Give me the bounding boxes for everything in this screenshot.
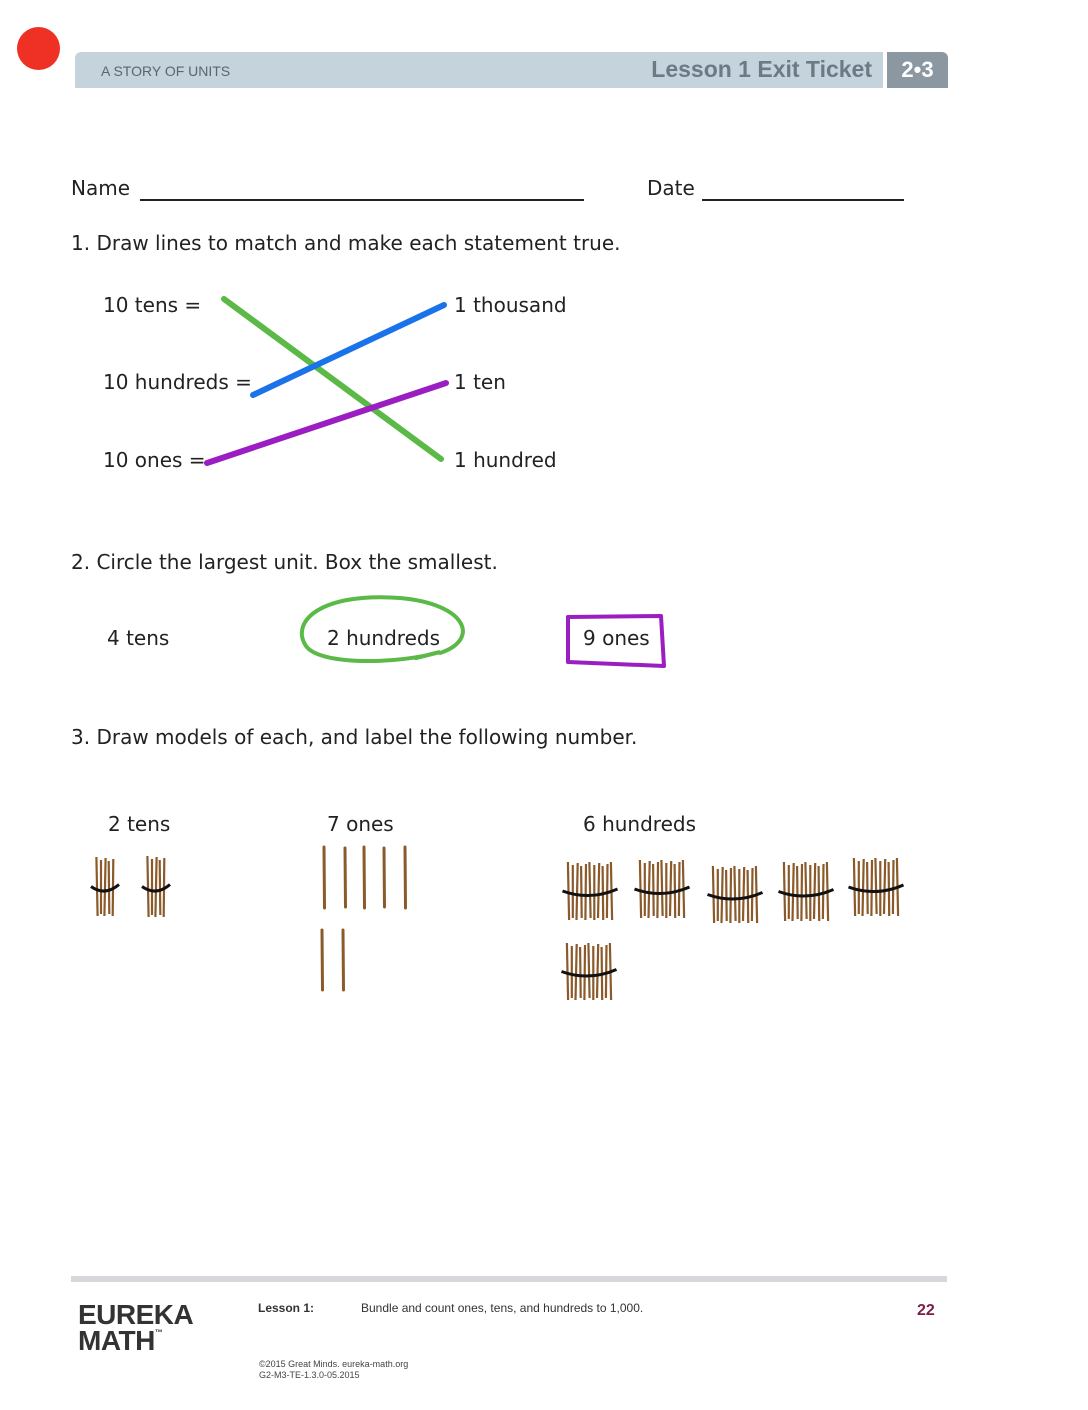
hundreds-bundle-3-stick [734,866,735,921]
hundreds-bundle-6-stick [580,947,581,998]
q1-left-2: 10 hundreds = [103,370,252,394]
q1-right-2: 1 ten [454,370,506,394]
hundreds-bundle-3-stick [722,867,723,923]
footer-rule [71,1276,947,1282]
footer-code: G2-M3-TE-1.3.0-05.2015 [259,1370,360,1380]
q3-label-ones: 7 ones [327,812,394,836]
hundreds-bundle-2-stick [640,860,641,918]
one-stick-1 [324,847,325,908]
hundreds-bundle-2-stick [661,860,662,916]
one-stick-7 [343,930,344,990]
q2-prompt: 2. Circle the largest unit. Box the smallest. [71,550,498,574]
hundreds-bundle-6 [562,943,617,1000]
one-stick-6 [322,930,323,990]
hundreds-bundle-1-stick [581,866,582,918]
logo-line-2: MATH [78,1325,155,1356]
hundreds-bundle-6-stick [606,945,607,998]
hundreds-bundle-6-stick [597,944,598,998]
hundreds-bundle-5-stick [863,859,864,916]
hundreds-bundle-5-stick [893,860,894,914]
hundreds-bundle-6-stick [584,945,585,1000]
hundreds-bundle-3-stick [743,867,744,921]
tens-bundle-2-stick [147,856,148,917]
hundreds-bundle-3 [708,866,763,923]
hundreds-bundle-5 [849,858,904,916]
hundreds-bundle-1-stick [577,863,578,920]
hundreds-bundle-5-stick [884,859,885,914]
hundreds-bundle-1-stick [598,863,599,918]
tens-bundle-2 [142,856,170,917]
q1-left-3: 10 ones = [103,448,206,472]
name-label: Name [71,176,131,200]
footer-copyright: ©2015 Great Minds. eureka-math.org [259,1359,409,1369]
hundreds-bundle-1-stick [585,864,586,920]
one-stick-3 [364,847,365,908]
tens-bundle-1-stick [104,858,105,916]
q1-left-1: 10 tens = [103,293,202,317]
hundreds-bundle-2-stick [653,864,654,916]
hundreds-bundle-3-stick [730,868,731,923]
hundreds-bundle-5-stick [871,860,872,916]
match-line-hundreds-thousand [253,305,444,395]
tens-bundle-1-stick [96,857,97,916]
hundreds-bundle-1-stick [607,864,608,918]
one-stick-2 [345,848,346,907]
hundreds-bundle-1 [563,862,618,920]
hundreds-bundle-2 [635,860,690,918]
q2-item-ones: 9 ones [583,626,650,650]
q3-label-tens: 2 tens [108,812,171,836]
q2-item-hundreds: 2 hundreds [327,626,441,650]
hundreds-bundle-2-stick [679,862,680,916]
hundreds-bundle-4-stick [793,863,794,921]
hundreds-bundle-4-stick [801,864,802,921]
smallest-unit-box [568,616,664,666]
q1-prompt: 1. Draw lines to match and make each statement true. [71,231,621,255]
hundreds-bundle-5-stick [854,858,855,916]
logo-line-1: EUREKA [78,1299,194,1330]
one-stick-5 [405,847,406,908]
hundreds-bundle-4 [779,862,834,921]
hundreds-bundle-4-stick [805,862,806,919]
hundreds-bundle-1-stick [589,862,590,918]
grade-module-badge: 2•3 [887,52,948,88]
footer-lesson-label: Lesson 1: [258,1301,315,1315]
hundreds-bundle-3-stick [713,866,714,923]
hundreds-bundle-6-stick [576,944,577,1000]
hundreds-bundle-4-stick [784,862,785,921]
tens-bundle-1 [91,857,119,916]
hundreds-bundle-4-stick [814,863,815,919]
q2-item-tens: 4 tens [107,626,170,650]
footer-lesson-desc: Bundle and count ones, tens, and hundreds to 1,000. [361,1301,644,1315]
hundreds-bundle-6-stick [567,943,568,1000]
tens-bundle-2-stick [160,860,161,915]
tens-bundle-2-stick [155,857,156,917]
hundreds-bundle-2-stick [657,862,658,918]
q1-right-1: 1 thousand [454,293,567,317]
one-stick-4 [384,848,385,907]
q3-prompt: 3. Draw models of each, and label the following number. [71,725,638,749]
lesson-title: Lesson 1 Exit Ticket [651,56,872,82]
hundreds-bundle-5-stick [867,862,868,914]
hundreds-bundle-4-stick [823,864,824,919]
hundreds-bundle-2-stick [649,861,650,918]
date-label: Date [647,176,695,200]
hundreds-bundle-3-stick [752,868,753,921]
eureka-math-logo [78,1299,194,1356]
logo-tm: ™ [154,1328,163,1337]
q3-label-hundreds: 6 hundreds [583,812,697,836]
hundreds-bundle-5-stick [875,858,876,914]
series-title: A STORY OF UNITS [101,63,231,79]
hundreds-bundle-2-stick [670,861,671,916]
tens-bundle-1-stick [109,861,110,914]
q1-right-3: 1 hundred [454,448,557,472]
hundreds-bundle-4-stick [797,866,798,919]
match-line-ones-ten [207,383,446,463]
largest-unit-circle [302,597,463,661]
page-number: 22 [917,1302,935,1319]
hundreds-bundle-3-stick [726,870,727,921]
hundreds-bundle-1-stick [568,862,569,920]
hundreds-bundle-6-stick [588,943,589,998]
